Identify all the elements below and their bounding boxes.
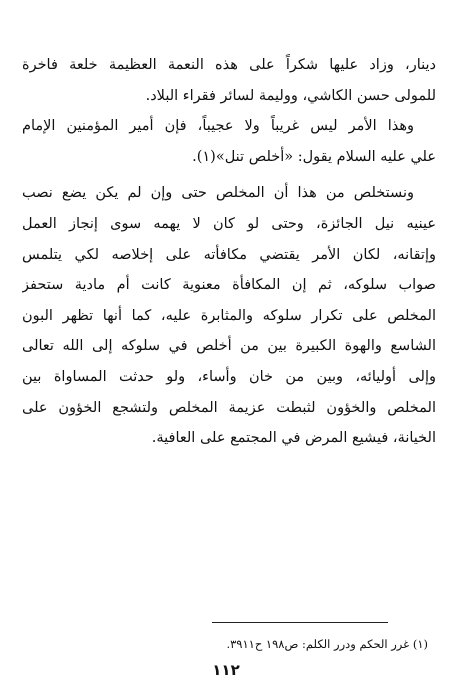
footnote-divider <box>212 622 388 623</box>
body-line: علي عليه السلام يقول: «أخلص تنل»(١). <box>192 148 436 165</box>
body-line: وإتقانه، لكان الأمر يقتضي مكافأته على إخلاصه لكي يتلمس <box>22 246 436 263</box>
body-line: المخلص والخؤون لثبطت عزيمة المخلص ولتشجع الخؤون على <box>22 399 436 416</box>
footnote: (١) غرر الحكم ودرر الكلم: ص١٩٨ ح٣٩١١. <box>226 637 428 651</box>
body-line: الخيانة، فيشيع المرض في المجتمع على العافية. <box>151 430 436 447</box>
body-line: الشاسع والهوة الكبيرة بين من أخلص في سلوكه إلى الله تعالى <box>22 338 436 355</box>
body-line: دينار، وزاد عليها شكراً على هذه النعمة العظيمة خلعة فاخرة <box>22 57 436 73</box>
body-text <box>22 50 436 454</box>
body-line: المخلص على تكرار سلوكه والمثابرة عليه، كما أنها تظهر البون <box>22 307 436 324</box>
body-line: وإلى أوليائه، وبين من خان وأساء، ولو حدثت المساواة بين <box>22 368 436 385</box>
body-line: للمولى حسن الكاشي، ووليمة لسائر فقراء البلاد. <box>145 87 436 104</box>
body-line: صواب سلوكه، ثم إن المكافأة معنوية كانت أم مادية ستحفز <box>22 277 436 294</box>
body-line: عينيه نيل الجائزة، وحتى لو كان لا يهمه سوى إنجاز العمل <box>22 215 436 232</box>
body-line: وهذا الأمر ليس غريباً ولا عجيباً، فإن أمير المؤمنين الإمام <box>22 118 414 135</box>
page-number: ١١٢ <box>212 661 240 679</box>
body-line: ونستخلص من هذا أن المخلص حتى وإن لم يكن يضع نصب <box>22 185 414 202</box>
